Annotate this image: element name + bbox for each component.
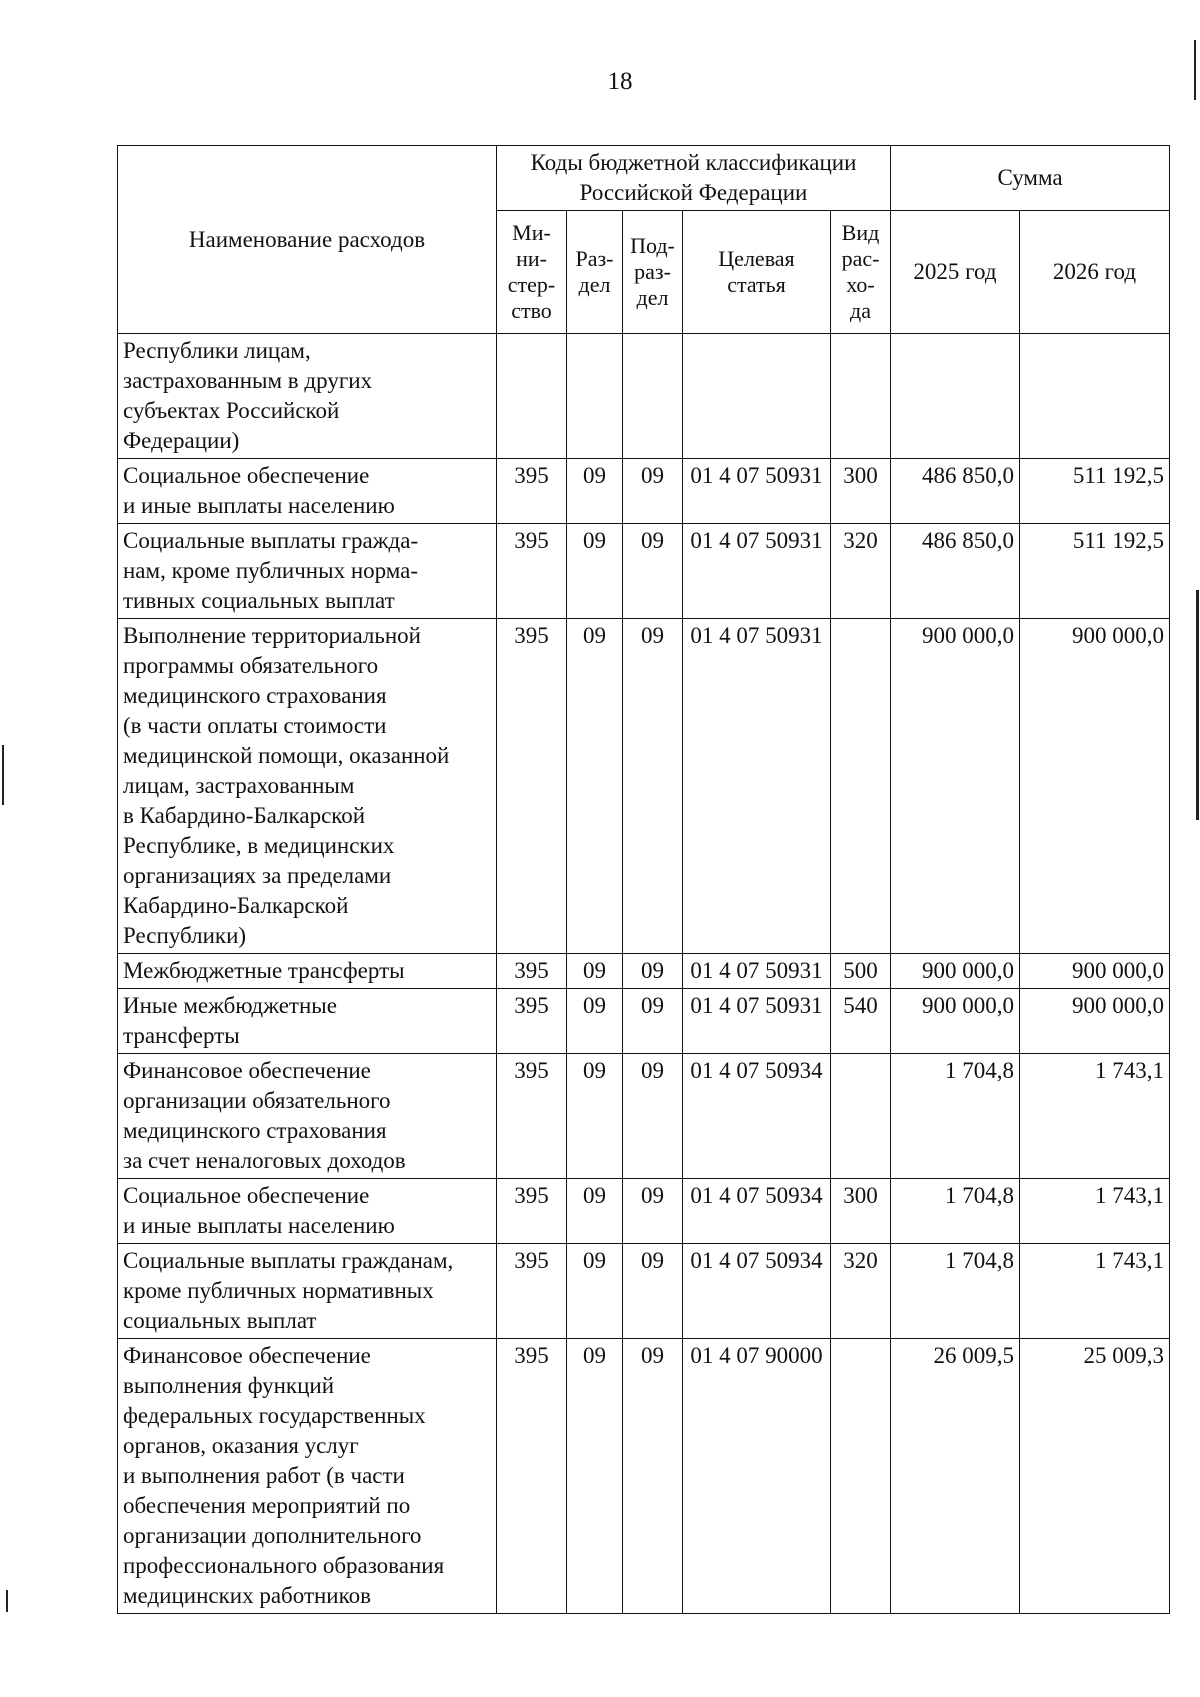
header-subsection: Под- раз- дел xyxy=(623,211,683,334)
table-row xyxy=(118,334,1170,459)
expense-type-cell xyxy=(831,334,891,459)
target-cell xyxy=(683,334,831,459)
ministry-cell: 395 xyxy=(497,1054,567,1179)
subsection-cell: 09 xyxy=(623,619,683,954)
name-cell: Социальное обеспечение и иные выплаты населению xyxy=(118,1179,497,1244)
header-codes-group: Коды бюджетной классификации Российской Федерации xyxy=(497,146,891,211)
amount-2026-cell xyxy=(1020,334,1170,459)
ministry-cell: 395 xyxy=(497,459,567,524)
expense-type-cell: 540 xyxy=(831,989,891,1054)
ministry-cell: 395 xyxy=(497,1179,567,1244)
amount-2025-cell: 1 704,8 xyxy=(891,1054,1020,1179)
table-row xyxy=(118,1244,1170,1339)
amount-2025-cell xyxy=(891,334,1020,459)
subsection-cell: 09 xyxy=(623,524,683,619)
subsection-cell: 09 xyxy=(623,989,683,1054)
amount-2026-cell: 900 000,0 xyxy=(1020,954,1170,989)
section-cell: 09 xyxy=(567,1179,623,1244)
header-name: Наименование расходов xyxy=(118,146,497,334)
table-row xyxy=(118,1054,1170,1179)
ministry-cell: 395 xyxy=(497,954,567,989)
amount-2026-cell: 1 743,1 xyxy=(1020,1244,1170,1339)
name-cell: Финансовое обеспечение организации обязательного медицинского страхования за счет неналоговых доходов xyxy=(118,1054,497,1179)
amount-2025-cell: 900 000,0 xyxy=(891,954,1020,989)
header-2026: 2026 год xyxy=(1020,211,1170,334)
expense-type-cell: 300 xyxy=(831,1179,891,1244)
subsection-cell: 09 xyxy=(623,1054,683,1179)
table-row xyxy=(118,459,1170,524)
amount-2025-cell: 1 704,8 xyxy=(891,1179,1020,1244)
section-cell: 09 xyxy=(567,1244,623,1339)
name-cell: Межбюджетные трансферты xyxy=(118,954,497,989)
subsection-cell: 09 xyxy=(623,1179,683,1244)
budget-table-body xyxy=(118,334,1170,1614)
amount-2026-cell: 900 000,0 xyxy=(1020,989,1170,1054)
target-cell: 01 4 07 50931 xyxy=(683,954,831,989)
ministry-cell: 395 xyxy=(497,1339,567,1614)
expense-type-cell: 320 xyxy=(831,1244,891,1339)
target-cell: 01 4 07 50931 xyxy=(683,619,831,954)
target-cell: 01 4 07 50934 xyxy=(683,1244,831,1339)
scan-mark-right-top xyxy=(1194,40,1196,100)
target-cell: 01 4 07 90000 xyxy=(683,1339,831,1614)
header-section: Раз- дел xyxy=(567,211,623,334)
amount-2026-cell: 25 009,3 xyxy=(1020,1339,1170,1614)
amount-2026-cell: 900 000,0 xyxy=(1020,619,1170,954)
amount-2026-cell: 1 743,1 xyxy=(1020,1054,1170,1179)
amount-2026-cell: 1 743,1 xyxy=(1020,1179,1170,1244)
name-cell: Выполнение территориальной программы обязательного медицинского страхования (в части оплаты стоимости медицинской помощи, оказанной лицам, застрахованным в Кабардино-Балкарской Республике, в медицинских организациях за пределами Кабардино-Балкарской Республики) xyxy=(118,619,497,954)
header-ministry: Ми- ни- стер- ство xyxy=(497,211,567,334)
expense-type-cell xyxy=(831,619,891,954)
section-cell: 09 xyxy=(567,459,623,524)
table-row xyxy=(118,954,1170,989)
section-cell: 09 xyxy=(567,619,623,954)
page-number: 18 xyxy=(607,68,633,95)
ministry-cell: 395 xyxy=(497,1244,567,1339)
ministry-cell xyxy=(497,334,567,459)
header-target: Целевая статья xyxy=(683,211,831,334)
section-cell: 09 xyxy=(567,1339,623,1614)
scan-mark-right-middle xyxy=(1196,590,1199,820)
budget-table xyxy=(117,145,1170,1614)
table-row xyxy=(118,524,1170,619)
table-row xyxy=(118,1339,1170,1614)
amount-2025-cell: 486 850,0 xyxy=(891,524,1020,619)
expense-type-cell: 300 xyxy=(831,459,891,524)
expense-type-cell: 320 xyxy=(831,524,891,619)
expense-type-cell: 500 xyxy=(831,954,891,989)
scan-mark-left-middle xyxy=(2,745,4,805)
ministry-cell: 395 xyxy=(497,524,567,619)
name-cell: Иные межбюджетные трансферты xyxy=(118,989,497,1054)
amount-2026-cell: 511 192,5 xyxy=(1020,524,1170,619)
amount-2025-cell: 26 009,5 xyxy=(891,1339,1020,1614)
table-row xyxy=(118,619,1170,954)
subsection-cell: 09 xyxy=(623,1339,683,1614)
section-cell: 09 xyxy=(567,524,623,619)
ministry-cell: 395 xyxy=(497,989,567,1054)
target-cell: 01 4 07 50934 xyxy=(683,1179,831,1244)
target-cell: 01 4 07 50931 xyxy=(683,459,831,524)
expense-type-cell xyxy=(831,1339,891,1614)
amount-2026-cell: 511 192,5 xyxy=(1020,459,1170,524)
expense-type-cell xyxy=(831,1054,891,1179)
target-cell: 01 4 07 50934 xyxy=(683,1054,831,1179)
amount-2025-cell: 1 704,8 xyxy=(891,1244,1020,1339)
section-cell xyxy=(567,334,623,459)
section-cell: 09 xyxy=(567,1054,623,1179)
amount-2025-cell: 900 000,0 xyxy=(891,989,1020,1054)
header-expense-type: Вид рас- хо- да xyxy=(831,211,891,334)
name-cell: Республики лицам, застрахованным в других субъектах Российской Федерации) xyxy=(118,334,497,459)
table-row xyxy=(118,1179,1170,1244)
section-cell: 09 xyxy=(567,954,623,989)
section-cell: 09 xyxy=(567,989,623,1054)
target-cell: 01 4 07 50931 xyxy=(683,524,831,619)
subsection-cell xyxy=(623,334,683,459)
header-sum-group: Сумма xyxy=(891,146,1170,211)
ministry-cell: 395 xyxy=(497,619,567,954)
name-cell: Социальное обеспечение и иные выплаты населению xyxy=(118,459,497,524)
scan-mark-left-bottom xyxy=(6,1590,8,1612)
amount-2025-cell: 486 850,0 xyxy=(891,459,1020,524)
subsection-cell: 09 xyxy=(623,954,683,989)
name-cell: Социальные выплаты гражда- нам, кроме публичных норма- тивных социальных выплат xyxy=(118,524,497,619)
table-row xyxy=(118,989,1170,1054)
subsection-cell: 09 xyxy=(623,1244,683,1339)
header-2025: 2025 год xyxy=(891,211,1020,334)
name-cell: Социальные выплаты гражданам, кроме публичных нормативных социальных выплат xyxy=(118,1244,497,1339)
name-cell: Финансовое обеспечение выполнения функций федеральных государственных органов, оказания услуг и выполнения работ (в части обеспечения мероприятий по организации дополнительного профессионального образования медицинских работников xyxy=(118,1339,497,1614)
amount-2025-cell: 900 000,0 xyxy=(891,619,1020,954)
subsection-cell: 09 xyxy=(623,459,683,524)
target-cell: 01 4 07 50931 xyxy=(683,989,831,1054)
